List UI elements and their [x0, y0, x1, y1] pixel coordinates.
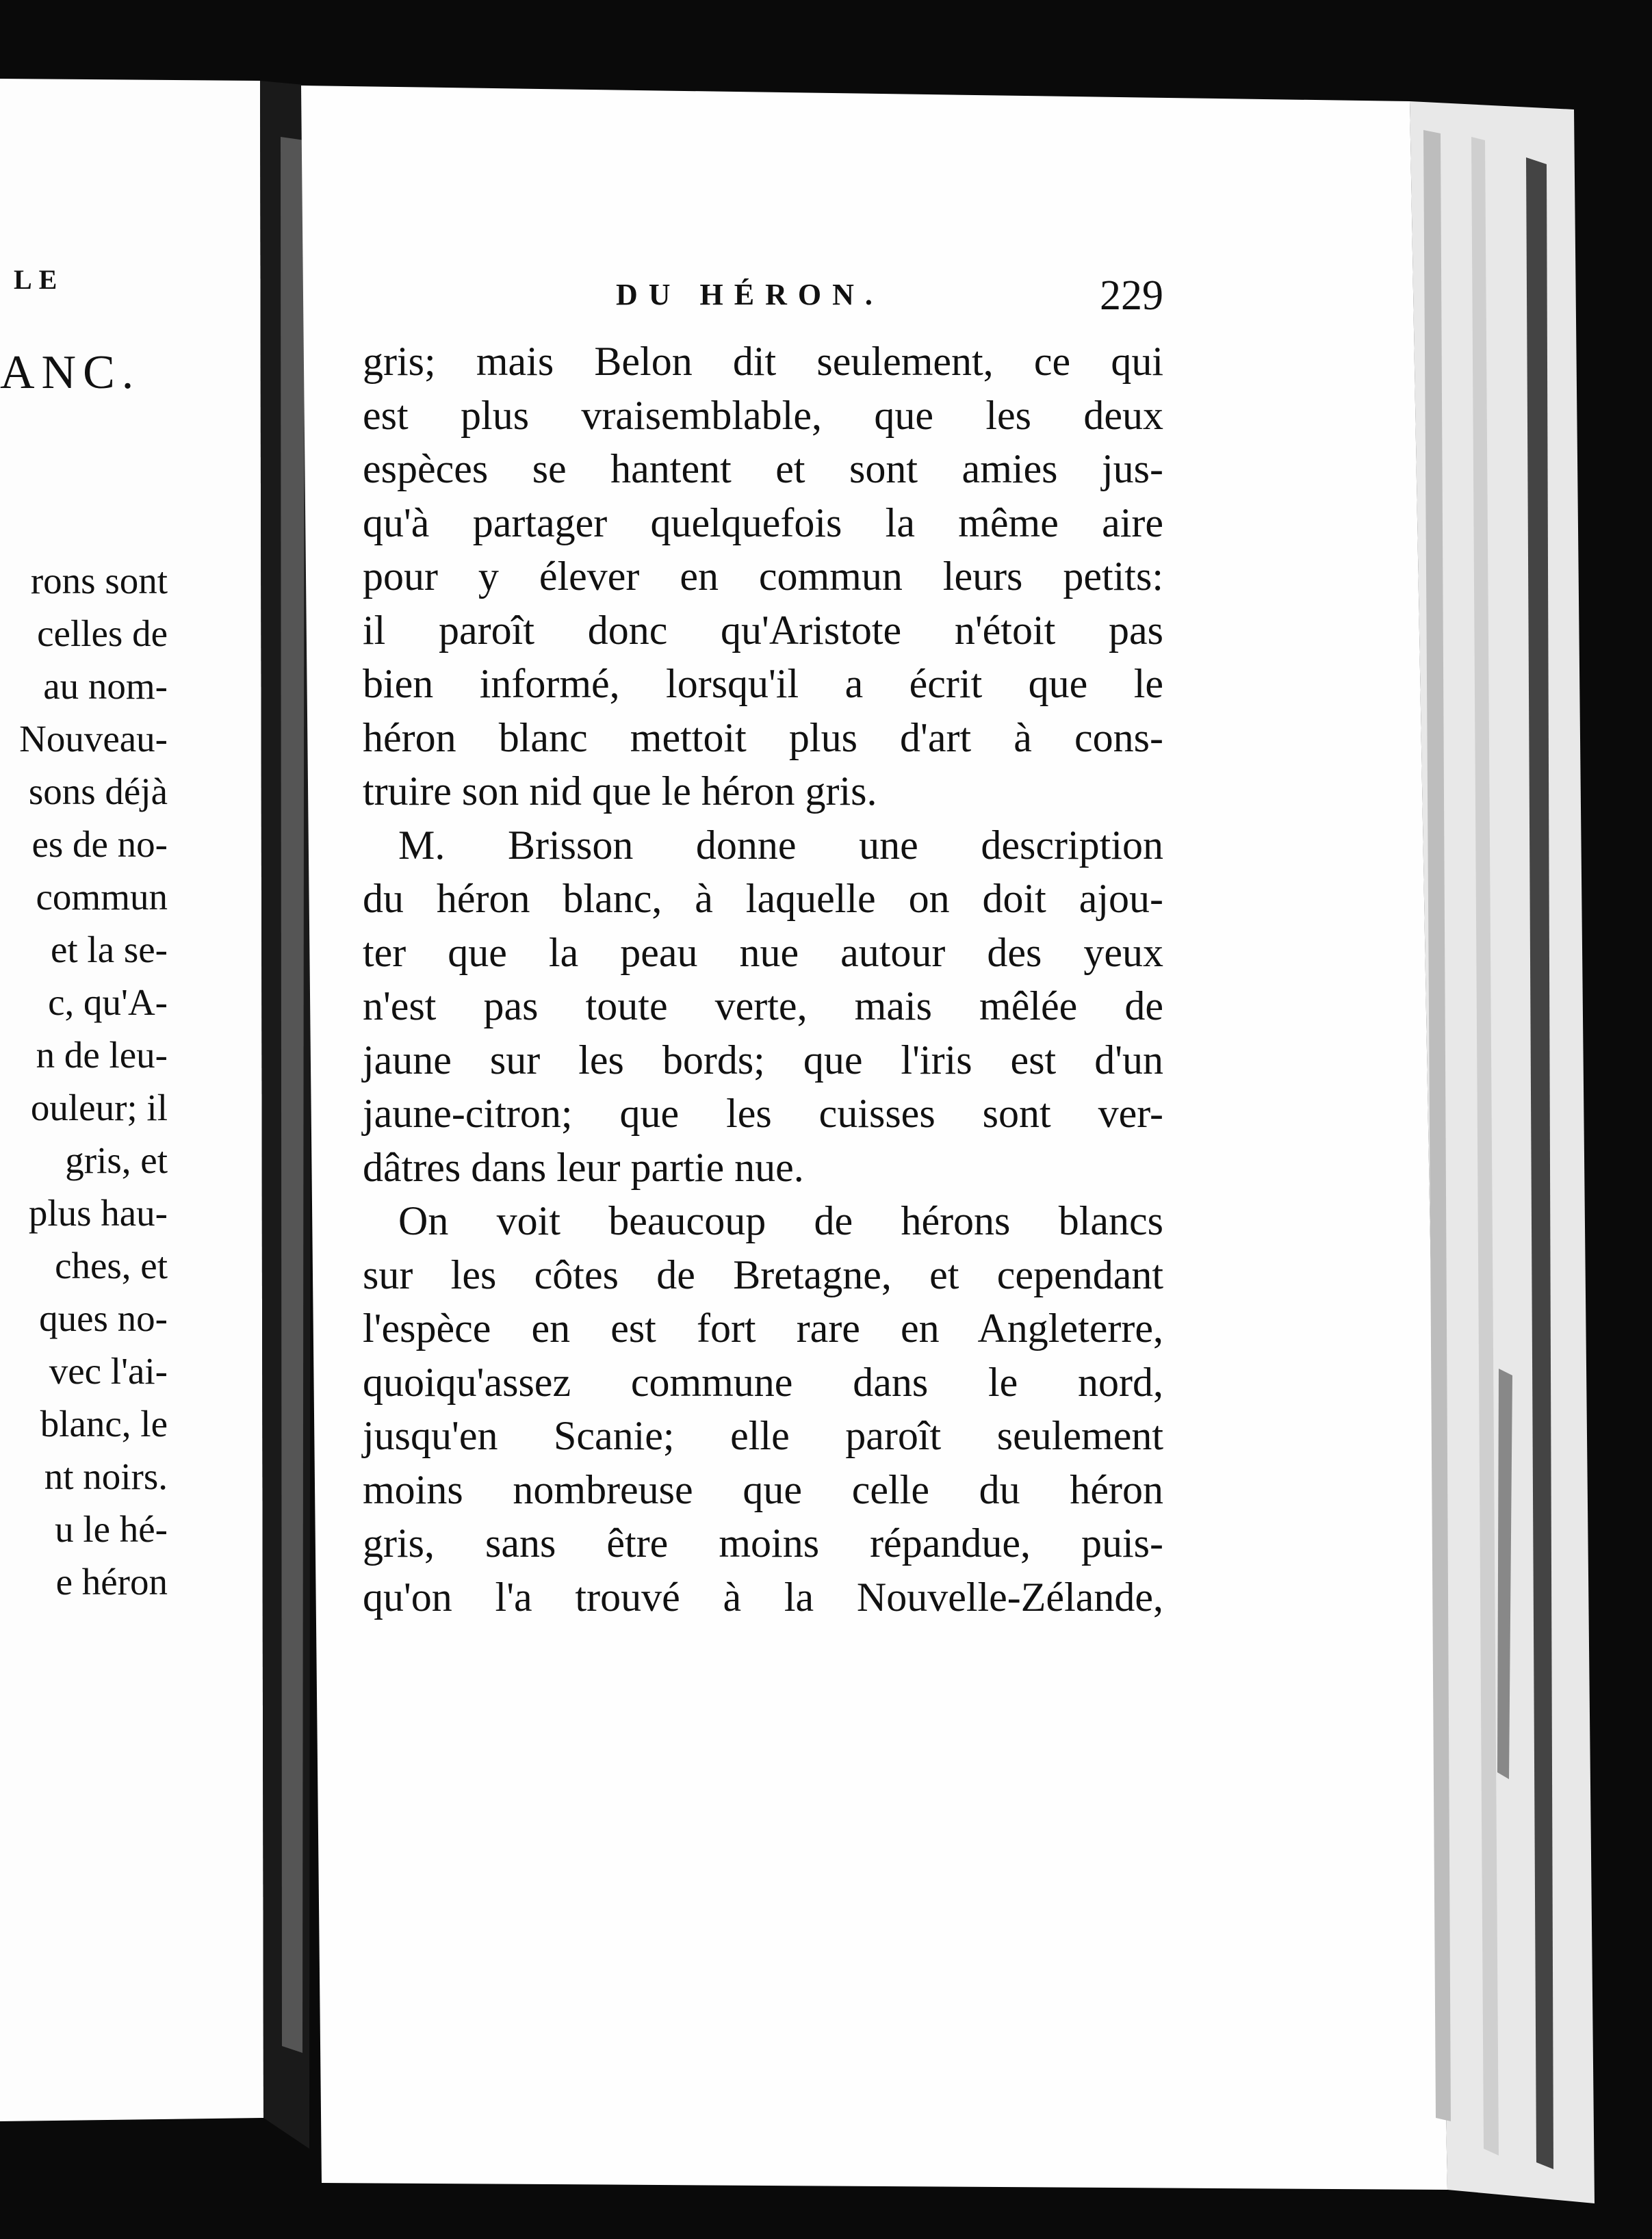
page-number: 229 — [1100, 272, 1163, 319]
text-line: On voit beaucoup de hérons blancs — [398, 1198, 1163, 1243]
text-line: jusqu'en Scanie; elle paroît seulement — [363, 1413, 1163, 1458]
left-text-line: ouleur; il — [30, 1087, 168, 1128]
text-line: pour y élever en commun leurs petits: — [363, 554, 1163, 599]
left-page — [0, 0, 236, 2053]
left-text-line: plus hau- — [28, 1192, 168, 1234]
left-text-line: nt noirs. — [44, 1455, 168, 1497]
left-text-line: es de no- — [31, 823, 168, 865]
text-line: sur les côtes de Bretagne, et cependant — [363, 1252, 1163, 1297]
text-line: dâtres dans leur partie nue. — [363, 1144, 804, 1190]
left-text-line: au nom- — [43, 665, 168, 707]
left-text-line: n de leu- — [36, 1034, 168, 1076]
left-text-line: e héron — [55, 1561, 168, 1603]
text-line: ter que la peau nue autour des yeux — [363, 929, 1163, 975]
text-line: qu'à partager quelquefois la même aire — [363, 500, 1163, 545]
left-text-line: ques no- — [39, 1297, 168, 1339]
text-line: gris; mais Belon dit seulement, ce qui — [363, 339, 1163, 384]
text-line: bien informé, lorsqu'il a écrit que le — [363, 661, 1163, 706]
left-text-line: blanc, le — [40, 1403, 168, 1445]
text-line: quoiqu'assez commune dans le nord, — [363, 1359, 1163, 1405]
main-page — [363, 272, 1163, 1624]
left-section-title: ANC. — [0, 346, 141, 399]
left-text-lines — [0, 554, 168, 1608]
left-text-line: celles de — [37, 612, 168, 654]
left-text-line: u le hé- — [55, 1508, 168, 1550]
left-text-line: et la se- — [50, 929, 168, 970]
text-line: héron blanc mettoit plus d'art à cons- — [363, 714, 1163, 760]
left-text-line: gris, et — [65, 1139, 168, 1181]
text-line: est plus vraisemblable, que les deux — [363, 392, 1163, 438]
text-line: moins nombreuse que celle du héron — [363, 1466, 1163, 1512]
text-line: jaune sur les bords; que l'iris est d'un — [363, 1037, 1163, 1083]
text-line: l'espèce en est fort rare en Angleterre, — [363, 1306, 1163, 1351]
left-text-line: vec l'ai- — [49, 1350, 168, 1392]
text-line: espèces se hantent et sont amies jus- — [363, 446, 1163, 491]
text-line: M. Brisson donne une description — [398, 822, 1163, 868]
left-text-line: sons déjà — [28, 771, 168, 812]
text-line: il paroît donc qu'Aristote n'étoit pas — [363, 607, 1163, 653]
left-text-line: rons sont — [30, 560, 168, 601]
left-text-line: commun — [36, 876, 168, 918]
left-running-head: LE — [14, 264, 64, 295]
running-head — [363, 272, 1163, 325]
running-title: DU HÉRON. — [616, 278, 883, 311]
left-text-line: ches, et — [55, 1245, 168, 1286]
body-text — [363, 335, 1163, 1624]
text-line: jaune-citron; que les cuisses sont ver- — [363, 1091, 1163, 1136]
text-line: du héron blanc, à laquelle on doit ajou- — [363, 876, 1163, 921]
left-text-line: Nouveau- — [19, 718, 168, 760]
text-line: qu'on l'a trouvé à la Nouvelle-Zélande, — [363, 1574, 1163, 1620]
text-line: n'est pas toute verte, mais mêlée de — [363, 983, 1163, 1028]
text-line: truire son nid que le héron gris. — [363, 768, 877, 814]
text-line: gris, sans être moins répandue, puis- — [363, 1520, 1163, 1566]
left-text-line: c, qu'A- — [48, 981, 168, 1023]
